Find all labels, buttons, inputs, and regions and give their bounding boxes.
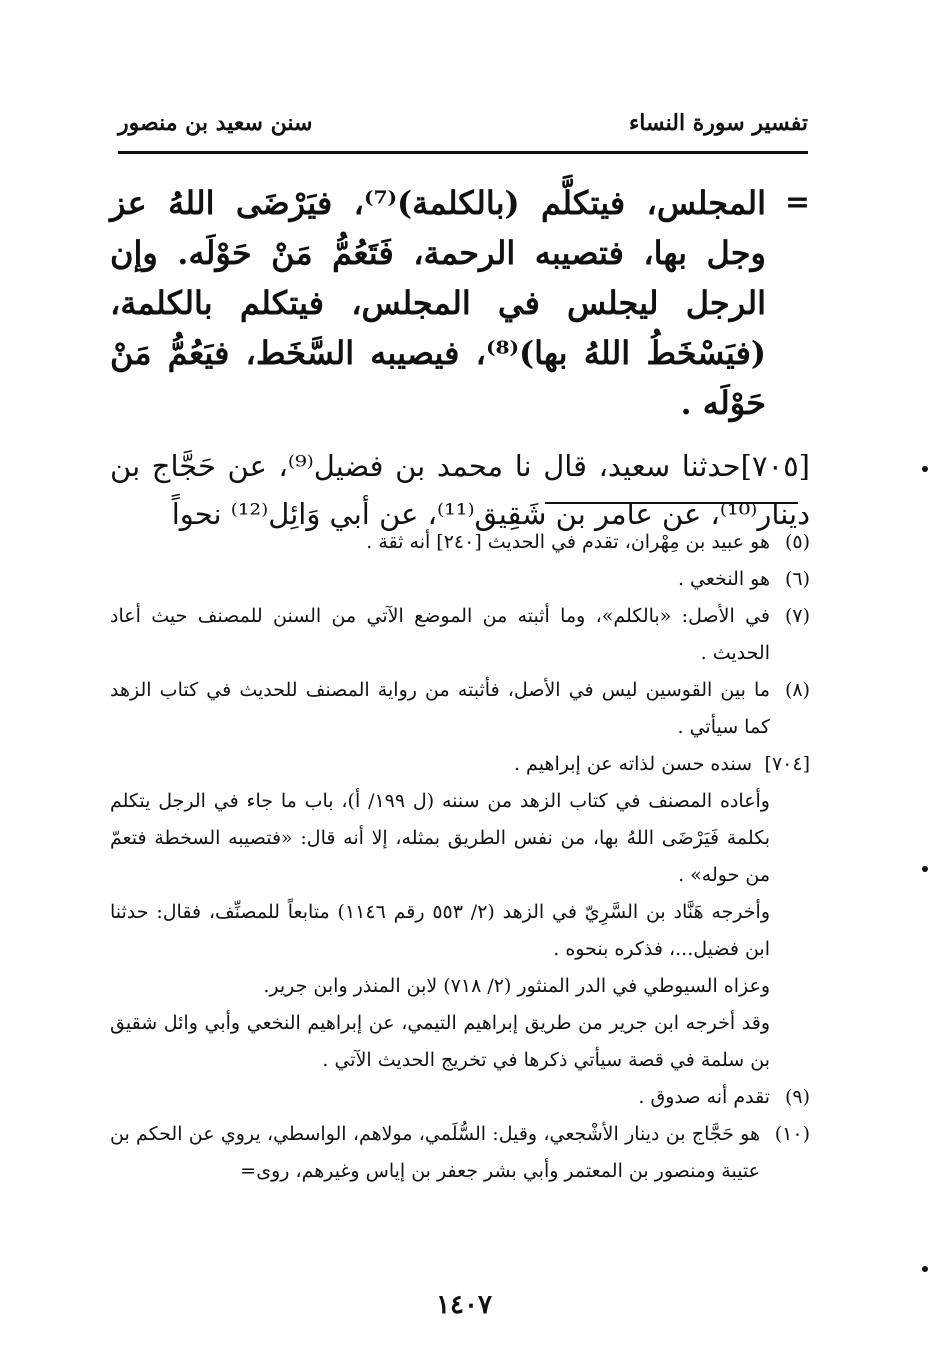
footnote — [110, 1079, 810, 1116]
footnote-number: (٨) — [784, 679, 810, 701]
takhrij-paragraph: وأخرجه هَنَّاد بن السَّرِيّ في الزهد (٢/ ٥٥٣ رقم ١١٤٦) متابعاً للمصنِّف، فقال: حدثنا ابن فضيل...، فذكره بنحوه . — [110, 901, 770, 960]
footnote-number: (٥) — [784, 531, 810, 553]
footnote-number: (٧) — [784, 605, 810, 627]
page-number: ١٤٠٧ — [436, 1290, 492, 1320]
continuation-marker: = — [784, 185, 810, 220]
footnote-number: (١٠) — [774, 1123, 810, 1145]
footnote-text: ما بين القوسين ليس في الأصل، فأثبته من رواية المصنف للحديث في كتاب الزهد كما سيأتي . — [110, 679, 770, 738]
footnote-number: (٦) — [784, 568, 810, 590]
footnote-text: سنده حسن لذاته عن إبراهيم . — [513, 753, 752, 775]
footnote-text: هو النخعي . — [677, 568, 770, 590]
footnote-number: (٩) — [784, 1086, 810, 1108]
footnote-text: في الأصل: «بالكلم»، وما أثبته من الموضع الآتي من السنن للمصنف حيث أعاد الحديث . — [110, 605, 770, 664]
footnotes — [110, 524, 810, 1190]
margin-dot — [922, 1266, 928, 1272]
hadith-continuation — [110, 178, 810, 428]
footnote-text: تقدم أنه صدوق . — [638, 1086, 770, 1108]
footnote — [110, 561, 810, 598]
footnote-text: هو عبيد بن مِهْران، تقدم في الحديث [٢٤٠] أنه ثقة . — [366, 531, 770, 553]
takhrij-paragraph: وقد أخرجه ابن جرير من طريق إبراهيم التيمي، عن إبراهيم النخعي وأبي وائل شقيق بن سلمة في قصة سيأتي ذكرها في تخريج الحديث الآتي . — [110, 1012, 770, 1071]
footnote — [110, 598, 810, 672]
hadith-number: [٧٠٥] — [740, 449, 810, 483]
footnote-separator — [545, 502, 798, 504]
footnote — [110, 672, 810, 746]
running-header — [118, 110, 808, 146]
header-chapter-title: تفسير سورة النساء — [628, 110, 808, 136]
footnote — [110, 1116, 810, 1190]
main-text — [110, 178, 810, 538]
takhrij-paragraph: وأعاده المصنف في كتاب الزهد من سننه (ل ١٩٩/ أ)، باب ما جاء في الرجل يتكلم بكلمة فَيَرْضَى اللهُ بها، من نفس الطريق بمثله، إلا أنه قال: «فتصيبه السخطة فتعمّ من حوله» . — [110, 790, 770, 886]
hadith-704-text: المجلس، فيتكلَّم (بالكلمة)⁽⁷⁾، فيَرْضَى اللهُ عز وجل بها، فتصيبه الرحمة، فَتَعُمُّ مَنْ حَوْلَه. وإن الرجل ليجلس في المجلس، فيتكلم بالكلمة، (فيَسْخَطُ اللهُ بها)⁽⁸⁾، فيصيبه السَّخَط، فيَعُمُّ مَنْ حَوْلَه . — [110, 184, 767, 422]
hadith-705-text: حدثنا سعيد، قال نا محمد بن فضيل⁽⁹⁾، عن حَجَّاج بن دينار⁽¹⁰⁾، عن عامر بن شَقِيق⁽¹¹⁾، عن أبي وَائِل⁽¹²⁾ نحواً — [110, 449, 810, 531]
header-divider — [118, 151, 808, 154]
header-book-title: سنن سعيد بن منصور — [118, 110, 313, 136]
takhrij-paragraph: وعزاه السيوطي في الدر المنثور (٢/ ٧١٨) لابن المنذر وابن جرير. — [263, 975, 770, 997]
footnote-text: هو حَجَّاج بن دينار الأشْجعي، وقيل: السُّلَمي، مولاهم، الواسطي، يروي عن الحكم بن عتيبة ومنصور بن المعتمر وأبي بشر جعفر بن إياس وغيرهم، روى= — [110, 1123, 760, 1182]
footnote — [110, 524, 810, 561]
footnote-number: [٧٠٤] — [764, 753, 810, 775]
margin-dot — [922, 466, 928, 472]
footnote — [110, 746, 810, 783]
margin-dot — [922, 866, 928, 872]
